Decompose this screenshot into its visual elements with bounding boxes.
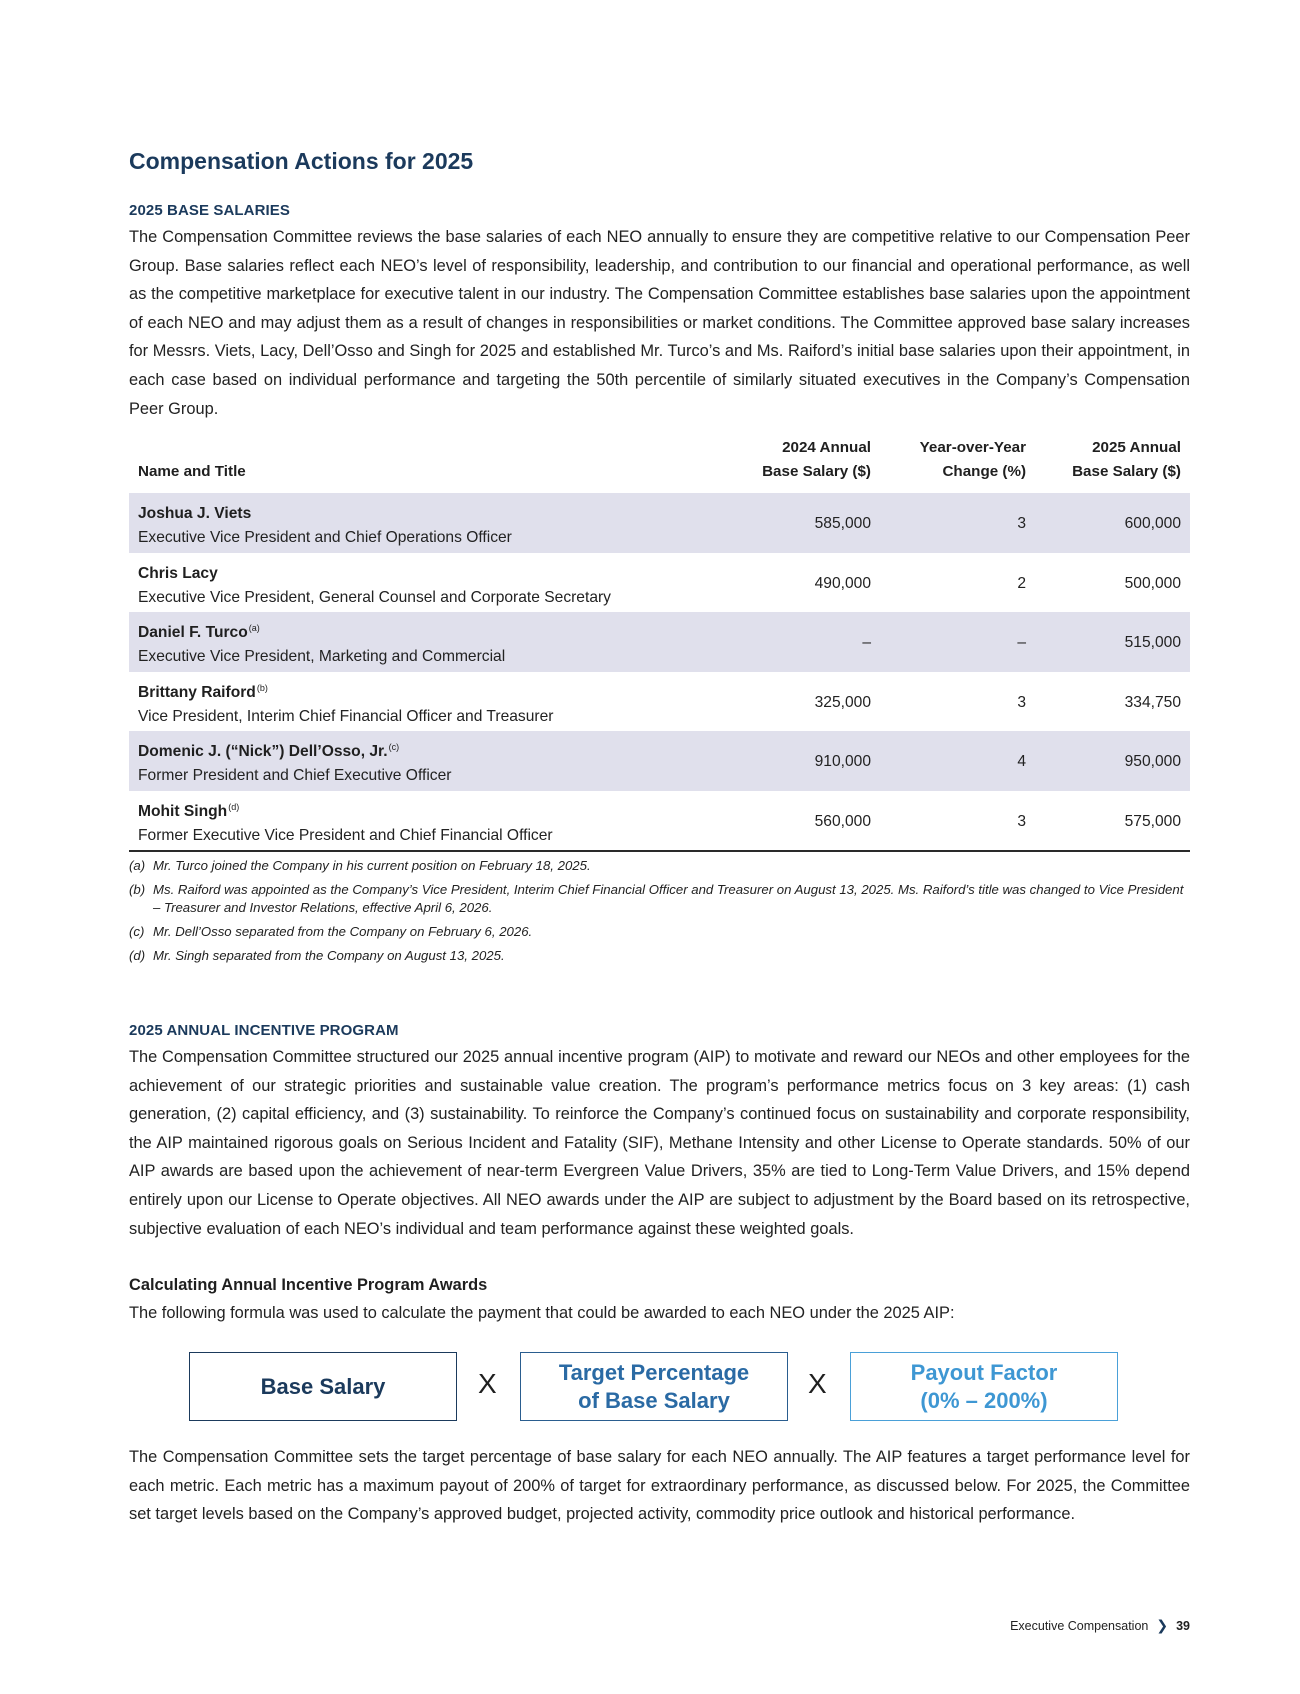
- row-yoy: 3: [1017, 693, 1026, 711]
- row-name: Domenic J. (“Nick”) Dell’Osso, Jr.$^{(c)}$: [138, 742, 400, 761]
- aip-closing-paragraph: The Compensation Committee sets the target percentage of base salary for each NEO annually. The AIP features a target performance level for each metric. Each metric has a maximum payout of 200% of target for extraordinary performance, as discussed below. For 2025, the Committee set target levels based on the Company’s approved budget, projected activity, commodity price outlook and historical performance.: [129, 1448, 1190, 1524]
- page-number: 39: [1176, 1618, 1190, 1633]
- table-header: [129, 437, 1190, 493]
- base-salaries-paragraph: The Compensation Committee reviews the base salaries of each NEO annually to ensure they are competitive relative to our Compensation Peer Group. Base salaries reflect each NEO’s level of responsibility, leadership, and contribution to our financial and operational performance, as well as the competitive marketplace for executive talent in our industry. The Compensation Committee establishes base salaries upon the appointment of each NEO and may adjust them as a result of changes in responsibilities or market conditions. The Committee approved base salary increases for Messrs. Viets, Lacy, Dell’Osso and Singh for 2025 and established Mr. Turco’s and Ms. Raiford’s initial base salaries upon their appointment, in each case based on individual performance and targeting the 50th percentile of similarly situated executives in the Company’s Compensation Peer Group.: [129, 228, 1190, 418]
- header-2024-salary: 2024 Annual Base Salary ($): [762, 439, 871, 480]
- row-title: Executive Vice President, Marketing and Commercial: [138, 648, 506, 665]
- header-2025-salary: 2025 Annual Base Salary ($): [1072, 439, 1181, 480]
- table-bottom-rule: [129, 850, 1190, 852]
- table-footnotes: [129, 857, 1190, 971]
- row-salary-2025: 515,000: [1124, 634, 1181, 651]
- header-name-title: Name and Title: [138, 463, 246, 480]
- row-yoy: 4: [1017, 753, 1026, 770]
- row-salary-2024: 560,000: [814, 812, 871, 830]
- row-yoy: 2: [1017, 574, 1026, 592]
- row-salary-2024: 585,000: [814, 515, 871, 532]
- row-name: Mohit Singh$^{(d)}$: [138, 801, 240, 820]
- row-salary-2024: –: [862, 634, 871, 651]
- aip-calc-heading: Calculating Annual Incentive Program Awards: [129, 1276, 488, 1294]
- row-salary-2024: 910,000: [814, 753, 871, 770]
- aip-paragraph: The Compensation Committee structured our 2025 annual incentive program (AIP) to motivate and reward our NEOs and other employees for the achievement of our strategic priorities and sustainable value creation. The program’s performance metrics focus on 3 key areas: (1) cash generation, (2) capital efficiency, and (3) sustainability. To reinforce the Company’s continued focus on sustainability and corporate responsibility, the AIP maintained rigorous goals on Serious Incident and Fatality (SIF), Methane Intensity and other License to Operate standards. 50% of our AIP awards are based upon the achievement of near-term Evergreen Value Drivers, 35% are tied to Long-Term Value Drivers, and 15% depend entirely upon our License to Operate objectives. All NEO awards under the AIP are subject to adjustment by the Board based on its retrospective, subjective evaluation of each NEO’s individual and team performance against these weighted goals.: [129, 1048, 1190, 1238]
- table-row: [129, 553, 1190, 613]
- row-yoy: 3: [1017, 515, 1026, 532]
- row-yoy: 3: [1017, 812, 1026, 830]
- row-title: Vice President, Interim Chief Financial Officer and Treasurer: [138, 707, 554, 725]
- formula-payout-factor-box: Payout Factor (0% – 200%): [850, 1352, 1118, 1421]
- table-row: [129, 672, 1190, 732]
- chevron-right-icon: ❯: [1156, 1617, 1169, 1633]
- multiply-sign: X: [808, 1368, 827, 1399]
- row-title: Former Executive Vice President and Chief Financial Officer: [138, 826, 553, 844]
- multiply-sign: X: [478, 1368, 497, 1399]
- row-name: Daniel F. Turco$^{(a)}$: [138, 623, 260, 642]
- footnote: (c) Mr. Dell’Osso separated from the Company on February 6, 2026.: [129, 924, 533, 939]
- row-name: Chris Lacy: [138, 564, 218, 582]
- formula-target-percentage-box: Target Percentage of Base Salary: [520, 1352, 788, 1421]
- aip-heading: 2025 ANNUAL INCENTIVE PROGRAM: [129, 1022, 399, 1039]
- row-title: Executive Vice President, General Counsel and Corporate Secretary: [138, 588, 611, 606]
- row-salary-2025: 500,000: [1124, 574, 1181, 592]
- footnote: (a) Mr. Turco joined the Company in his current position on February 18, 2025.: [129, 858, 591, 873]
- base-salary-table: [129, 437, 1190, 852]
- row-salary-2025: 575,000: [1124, 812, 1181, 830]
- table-row: [129, 612, 1190, 672]
- row-salary-2024: 490,000: [814, 574, 871, 592]
- row-salary-2025: 600,000: [1124, 515, 1181, 532]
- base-salaries-heading: 2025 BASE SALARIES: [129, 202, 291, 219]
- row-salary-2025: 334,750: [1124, 693, 1181, 711]
- footnote: (b) Ms. Raiford was appointed as the Company’s Vice President, Interim Chief Financial Officer and Treasurer on August 13, 2025. Ms. Raiford’s title was changed to Vice President – Treasurer and Investor Relations, effective April 6, 2026.: [129, 882, 1184, 915]
- table-row: [129, 493, 1190, 553]
- formula-intro: The following formula was used to calculate the payment that could be awarded to each NEO under the 2025 AIP:: [129, 1304, 955, 1322]
- footnote: (d) Mr. Singh separated from the Company on August 13, 2025.: [129, 948, 505, 963]
- page-footer: [1010, 1617, 1190, 1634]
- table-row: [129, 731, 1190, 791]
- row-title: Executive Vice President and Chief Operations Officer: [138, 529, 512, 546]
- row-title: Former President and Chief Executive Officer: [138, 767, 452, 784]
- header-yoy-change: Year-over-Year Change (%): [919, 439, 1026, 480]
- row-name: Brittany Raiford$^{(b)}$: [138, 682, 268, 701]
- table-row: [129, 791, 1190, 851]
- row-name: Joshua J. Viets: [138, 505, 252, 523]
- page-title: Compensation Actions for 2025: [129, 148, 474, 174]
- footer-section-label: Executive Compensation: [1010, 1618, 1149, 1633]
- row-salary-2025: 950,000: [1124, 753, 1181, 770]
- row-yoy: –: [1017, 634, 1026, 651]
- formula-base-salary-box: Base Salary: [189, 1352, 457, 1421]
- row-salary-2024: 325,000: [814, 693, 871, 711]
